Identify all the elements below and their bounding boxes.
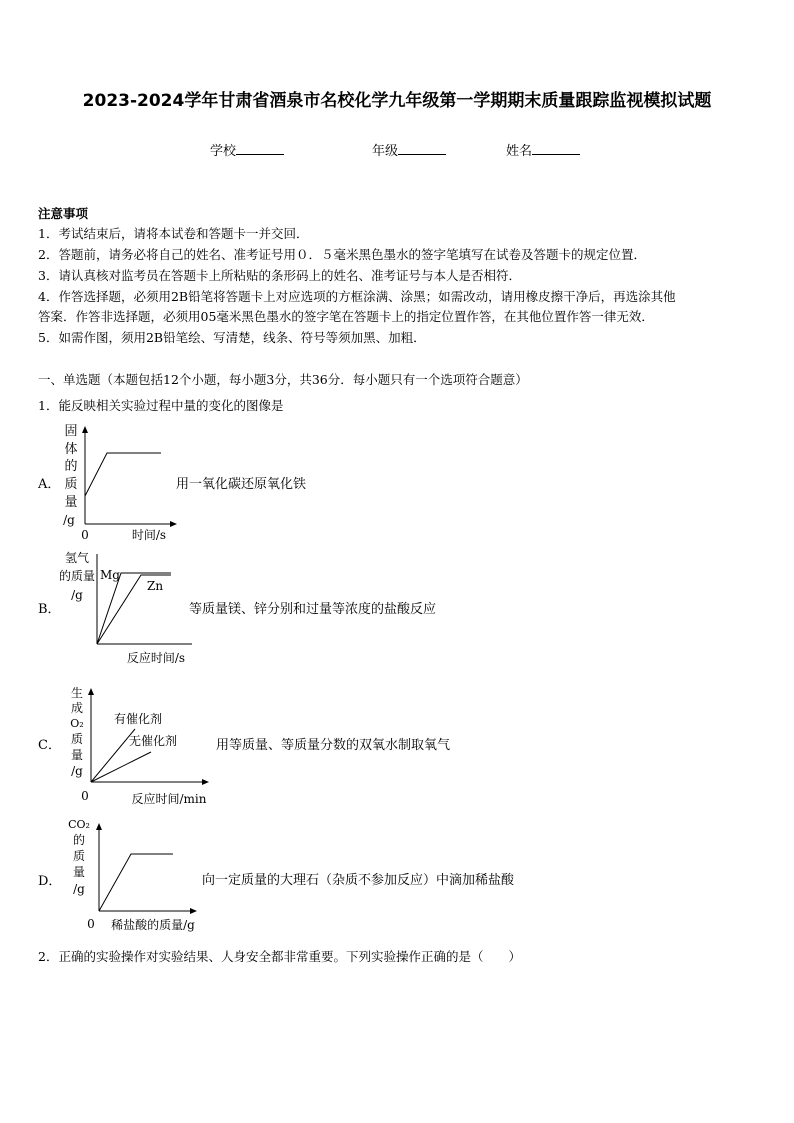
- y-axis-label: 量: [64, 495, 78, 510]
- series-label: Mg: [100, 568, 120, 582]
- notice-item: 5．如需作图，须用2B铅笔绘、写清楚，线条、符号等须加黑、加粗．: [38, 330, 426, 345]
- option-c-graph: [55, 682, 215, 810]
- section-heading: 一、单选题（本题包括12个小题，每小题3分，共36分．每小题只有一个选项符合题意）: [38, 372, 528, 387]
- x-axis-label: 反应时间/s: [126, 651, 186, 665]
- name-field: [506, 140, 580, 159]
- y-axis-arrow: [82, 426, 88, 433]
- school-label: 学校: [210, 144, 237, 159]
- origin-label: 0: [81, 789, 89, 803]
- y-axis-label: 生: [70, 686, 84, 700]
- series-label: 无催化剂: [129, 734, 178, 748]
- y-axis-label: 氢气: [64, 551, 90, 565]
- option-a-label: A．: [38, 477, 61, 492]
- option-a-desc: 用一氧化碳还原氧化铁: [176, 477, 307, 492]
- origin-label: 0: [81, 528, 89, 542]
- y-axis-label: 量: [70, 748, 84, 762]
- grade-label: 年级: [372, 144, 399, 159]
- y-axis-label: /g: [71, 588, 83, 602]
- y-axis-label: CO₂: [68, 818, 90, 831]
- series-label: Zn: [147, 579, 164, 593]
- x-axis-label: 稀盐酸的质量/g: [111, 918, 195, 932]
- y-axis-label: 的质量: [58, 569, 96, 583]
- notice-item: 1．考试结束后，请将本试卷和答题卡一并交回．: [38, 226, 309, 241]
- y-axis-label: 成: [70, 701, 84, 715]
- curve: [85, 453, 161, 496]
- y-axis-label: O₂: [70, 717, 84, 730]
- notice-item: 2．答题前，请务必将自己的姓名、准考证号用０．５毫米黑色墨水的签字笔填写在试卷及答题卡的规定位置．: [38, 247, 646, 262]
- notice-item: 4．作答选择题，必须用2B铅笔将答题卡上对应选项的方框涂满、涂黑；如需改动，请用橡皮擦干净后，再选涂其他: [38, 289, 676, 304]
- x-axis-arrow: [190, 908, 197, 914]
- x-axis-arrow: [202, 779, 209, 785]
- series-label: 有催化剂: [114, 712, 163, 726]
- option-d-label: D．: [38, 874, 62, 889]
- x-axis-label: 反应时间/min: [131, 792, 207, 806]
- option-d-graph: [55, 815, 205, 937]
- y-axis-label: 固: [64, 424, 78, 439]
- school-field: [210, 140, 284, 159]
- option-d-desc: 向一定质量的大理石（杂质不参加反应）中滴加稀盐酸: [202, 873, 515, 888]
- y-axis-label: /g: [71, 764, 83, 778]
- y-axis-arrow: [96, 823, 102, 830]
- question-1-stem: 1．能反映相关实验过程中量的变化的图像是: [38, 398, 284, 413]
- notice-heading: 注意事项: [38, 206, 89, 221]
- option-c-desc: 用等质量、等质量分数的双氧水制取氧气: [216, 738, 451, 753]
- y-axis-label: 质: [70, 732, 84, 746]
- y-axis-label: 质: [72, 849, 86, 863]
- notice-item: 答案．作答非选择题，必须用05毫米黑色墨水的签字笔在答题卡上的指定位置作答，在其他位置作答一律无效．: [38, 309, 654, 324]
- option-b-label: B．: [38, 602, 61, 617]
- y-axis-label: 质: [64, 477, 78, 492]
- x-axis-arrow: [170, 521, 177, 527]
- name-blank: [532, 142, 580, 155]
- y-axis-label: /g: [73, 882, 85, 896]
- y-axis-label: 的: [72, 833, 86, 847]
- name-label: 姓名: [506, 144, 533, 159]
- school-blank: [236, 142, 284, 155]
- y-axis-arrow: [88, 688, 94, 695]
- x-axis-label: 时间/s: [131, 528, 167, 542]
- curve: [99, 854, 173, 911]
- option-c-label: C．: [38, 738, 61, 753]
- grade-field: [372, 140, 446, 159]
- y-axis-label: 体: [64, 442, 78, 457]
- option-b-desc: 等质量镁、锌分别和过量等浓度的盐酸反应: [189, 602, 437, 617]
- notice-item: 3．请认真核对监考员在答题卡上所粘贴的条形码上的姓名、准考证号与本人是否相符．: [38, 268, 521, 283]
- page-title: 2023-2024学年甘肃省酒泉市名校化学九年级第一学期期末质量跟踪监视模拟试题: [82, 91, 712, 111]
- origin-label: 0: [87, 917, 95, 931]
- question-2-stem: 2．正确的实验操作对实验结果、人身安全都非常重要。下列实验操作正确的是（ ）: [38, 949, 521, 964]
- option-b-graph: [55, 548, 200, 670]
- y-axis-label: /g: [63, 513, 75, 527]
- option-a-graph: [55, 420, 185, 545]
- curve-no-catalyst: [91, 752, 151, 782]
- grade-blank: [398, 142, 446, 155]
- y-axis-label: 的: [64, 459, 78, 474]
- y-axis-label: 量: [72, 865, 86, 879]
